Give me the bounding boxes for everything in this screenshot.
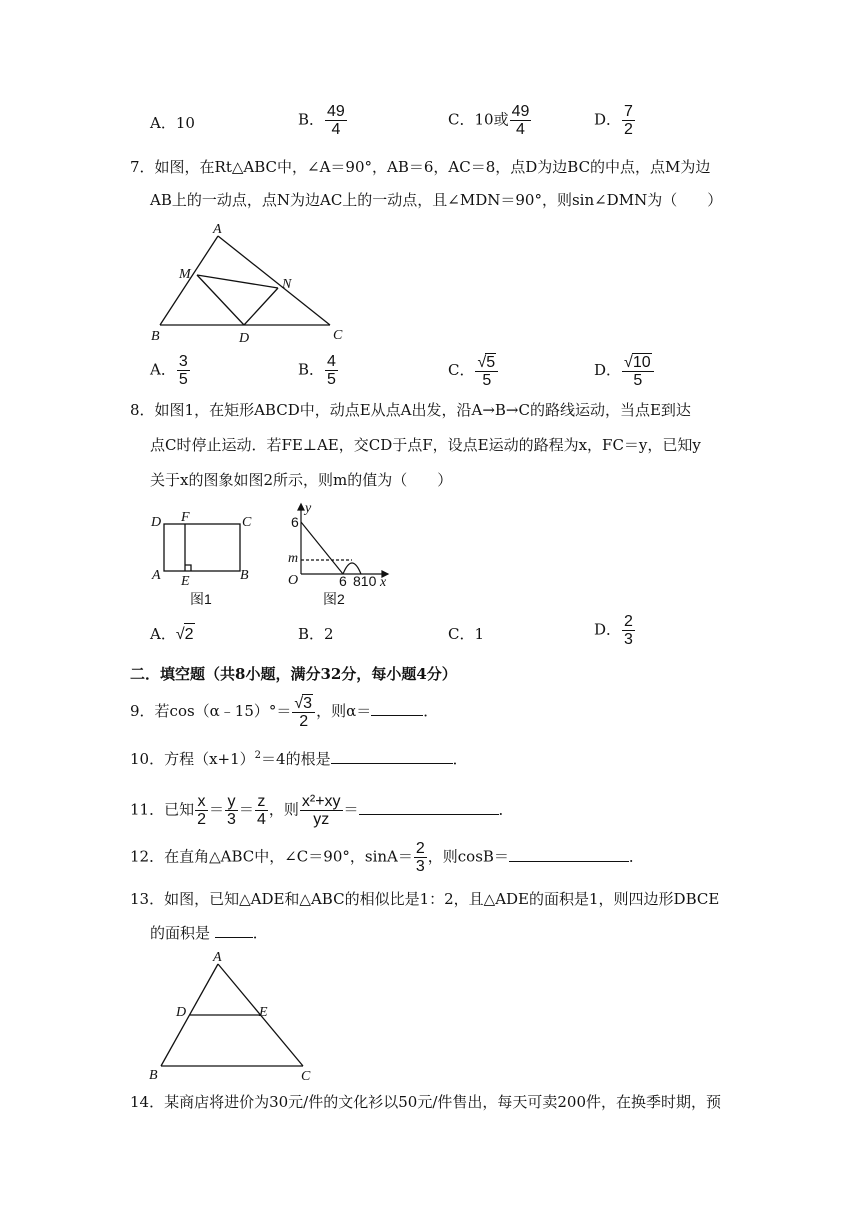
fraction: $\frac{3}{5}$ (178, 353, 188, 388)
option-label: B． (298, 110, 325, 129)
fraction-z-4: $\frac{z}{4}$ (256, 793, 266, 828)
tick-6-x: 6 (339, 573, 347, 589)
label-c: C (242, 515, 252, 530)
q8-text-line2: 点C时停止运动．若FE⊥AE，交CD于点F，设点E运动的路程为x，FC＝y，已知y (150, 436, 701, 454)
q7-option-d (594, 353, 655, 389)
q13-text-line1: 13．如图，已知△ADE和△ABC的相似比是1：2，且△ADE的面积是1，则四边形DBCE (130, 890, 720, 908)
q7-text-line2: AB上的一动点，点N为边AC上的一动点，且∠MDN＝90°，则sin∠DMN为（ ） (150, 191, 723, 209)
q8-option-b: B．2 (298, 625, 334, 643)
label-x: x (380, 575, 387, 590)
q8-option-d (594, 613, 636, 648)
q14-text-line1: 14．某商店将进价为30元/件的文化衫以50元/件售出，每天可卖200件，在换季时期，预 (130, 1093, 722, 1111)
tick-8-10-x: 810 (353, 573, 377, 589)
q7-triangle-figure (145, 222, 355, 347)
label-b: B (151, 329, 160, 344)
label-c: C (301, 1069, 311, 1084)
label-d: D (239, 331, 250, 346)
q13-line2-text: 的面积是 (150, 924, 211, 942)
answer-blank[interactable] (359, 800, 499, 815)
label-c: C (333, 328, 343, 343)
option-label: C．10或 (448, 110, 509, 129)
label-b: B (240, 568, 249, 583)
q6-option-a: A．10 (150, 114, 195, 132)
fraction: $\frac{√10}{5}$ (622, 353, 654, 389)
answer-blank[interactable] (509, 847, 629, 862)
label-a: A (213, 950, 222, 965)
right-angle-mark (185, 565, 191, 571)
figure1-caption: 图1 (190, 591, 212, 607)
label-f: F (181, 510, 190, 525)
answer-blank[interactable] (215, 923, 253, 938)
q8-option-c: C．1 (448, 625, 485, 643)
answer-blank[interactable] (371, 701, 423, 716)
label-d: D (176, 1005, 187, 1020)
q9-prefix: 9．若cos（α﹣15）°＝ (130, 702, 292, 720)
q13-triangle-figure (145, 948, 325, 1084)
section-heading: 二．填空题（共8小题，满分32分，每小题4分） (130, 665, 457, 683)
q6-option-d (594, 103, 636, 138)
q10-suffix: ＝4的根是 (261, 750, 331, 768)
label-d: D (151, 515, 162, 530)
fraction: $\frac{√5}{5}$ (475, 353, 498, 389)
q7-option-a (150, 353, 191, 388)
label-m: M (179, 267, 191, 282)
option-label: C． (448, 361, 475, 379)
label-n: N (282, 277, 292, 292)
q11-prefix: 11．已知 (130, 800, 195, 819)
label-m: m (288, 551, 299, 566)
q7-option-b (298, 353, 339, 388)
option-label: D． (594, 110, 622, 129)
figure2-caption: 图2 (323, 591, 345, 607)
sqrt-expression: √2 (176, 626, 195, 643)
label-b: B (149, 1068, 158, 1083)
q8-text-line1: 8．如图1，在矩形ABCD中，动点E从点A出发，沿A→B→C的路线运动，当点E到达 (130, 401, 691, 419)
segment-md (197, 275, 244, 325)
q12-text: 12．在直角△ABC中，∠C＝90°，sinA＝ $\frac{2}{3}$ ，则cosB＝ ． (130, 840, 644, 875)
fraction-expression: $\frac{\text{x²+xy}}{yz}$ (301, 793, 341, 828)
fraction-y-3: $\frac{y}{3}$ (227, 793, 236, 828)
fraction: $\frac{2}{3}$ (415, 840, 425, 875)
answer-blank[interactable] (331, 749, 453, 764)
rectangle-abcd (164, 524, 240, 571)
q12-prefix: 12．在直角△ABC中，∠C＝90°，sinA＝ (130, 847, 413, 866)
q8-graph-figure (280, 500, 395, 612)
q8-rectangle-figure (145, 505, 265, 610)
q11-connector: ，则 (268, 800, 299, 819)
label-a: A (152, 568, 161, 583)
option-label: B． (298, 360, 325, 379)
fraction: $\frac{7}{2}$ (624, 103, 633, 138)
q10-prefix: 10．方程（x+1） (130, 750, 255, 768)
label-y: y (305, 501, 312, 516)
option-label: D． (594, 361, 622, 379)
fraction: $\frac{√3}{2}$ (292, 694, 315, 730)
q7-option-c (448, 353, 499, 389)
tick-6-y: 6 (291, 514, 299, 530)
q10-text: 10．方程$(x+1)^2=4$的根是 ． (130, 750, 468, 768)
option-label: D． (594, 620, 622, 639)
q13-text-line2: 的面积是 ． (150, 924, 268, 942)
fraction-x-2: $\frac{x}{2}$ (197, 793, 206, 828)
fraction: $\frac{49}{4}$ (511, 103, 530, 138)
label-origin: O (288, 573, 299, 588)
segment-dn (244, 288, 278, 325)
q9-text: 9．若cos（α﹣15）°＝ $\frac{√3}{2}$ ，则α＝ ． (130, 695, 439, 730)
q6-option-b (298, 103, 348, 138)
graph-segment (301, 522, 343, 574)
q12-suffix: ，则cosB＝ (427, 847, 509, 866)
q6-option-c (448, 103, 532, 138)
segment-mn (197, 275, 278, 288)
fraction: $\frac{49}{4}$ (327, 103, 345, 138)
label-e: E (259, 1005, 268, 1020)
option-label: A． (150, 360, 176, 379)
q9-suffix: ，则α＝ (316, 702, 372, 720)
q11-text: 11．已知 $\frac{x}{2}$ ＝ $\frac{y}{3}$ ＝ $\frac{z}{4}$ ，则 $\frac{\text{x²+xy}}{yz}$ ＝ ． (130, 793, 514, 828)
option-label: A． (150, 625, 176, 643)
label-a: A (213, 222, 222, 237)
q7-text-line1: 7．如图，在Rt△ABC中，∠A＝90°，AB＝6，AC＝8，点D为边BC的中点，点M为边 (130, 158, 711, 176)
y-axis-arrow (298, 504, 304, 510)
fraction: $\frac{2}{3}$ (624, 613, 633, 648)
q8-option-a (150, 623, 195, 646)
label-e: E (181, 574, 190, 589)
fraction: $\frac{4}{5}$ (327, 353, 336, 388)
q8-text-line3: 关于x的图象如图2所示，则m的值为（ ） (150, 471, 453, 489)
exponent: 2 (254, 750, 262, 761)
